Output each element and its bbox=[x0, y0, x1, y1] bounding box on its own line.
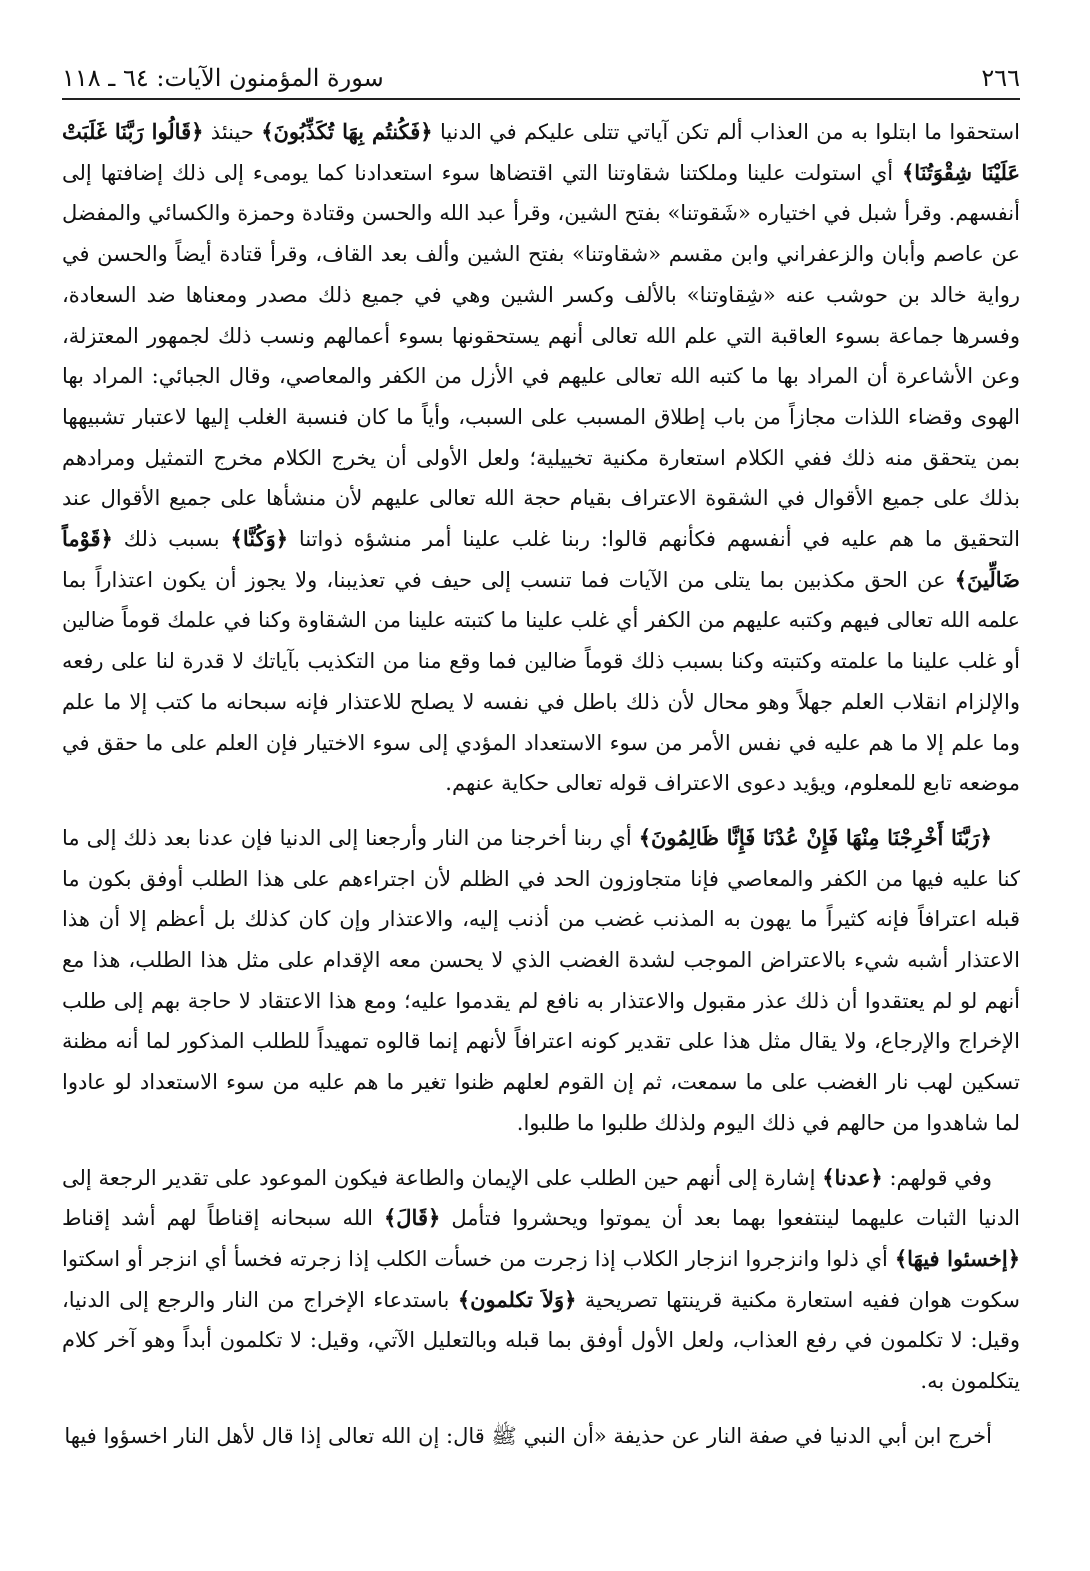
text-run: عن الحق مكذبين بما يتلى من الآيات فما تنسب إلى حيف في تعذيبنا، ولا يجوز أن يكون اعتذاراً بما علمه الله تعالى فيهم وكتبه عليهم من الكفر أي غلب علينا ما كتبته علينا من الشقاوة وكنا في علمك قوماً ضالين أو غلب علينا ما علمته وكتبته وكنا بسبب ذلك قوماً ضالين فما وقع منا من التكذيب بآياتك لا قدرة لنا على رفعه والإلزام انقلاب العلم جهلاً وهو محال لأن ذلك باطل في نفسه لا يصلح للاعتذار فإنه سبحانه ما كتب إلا ما علم وما علم إلا ما هم عليه في نفس الأمر من سوء الاستعداد المؤدي إلى سوء الاختيار فإن العلم على ما حقق في موضعه تابع للمعلوم، ويؤيد دعوى الاعتراف قوله تعالى حكاية عنهم. bbox=[62, 567, 1020, 796]
paragraph-4 bbox=[62, 1416, 1020, 1457]
text-run: وفي قولهم: bbox=[882, 1165, 992, 1190]
text-run: بسبب ذلك bbox=[112, 527, 231, 552]
page-header bbox=[62, 40, 1020, 100]
text-run: أخرج ابن أبي الدنيا في صفة النار عن حذيفة «أن النبي ﷺ قال: إن الله تعالى إذا قال لأهل النار اخسؤوا فيها bbox=[64, 1423, 992, 1448]
text-run: باستدعاء الإخراج من النار والرجع إلى الدنيا، وقيل: لا تكلمون في رفع العذاب، ولعل الأول أوفق بما قبله وبالتعليل الآتي، وقيل: لا تكلمون أبداً وهو آخر كلام يتكلمون به. bbox=[62, 1287, 1020, 1394]
quran-quote: ﴿فَكُنتُم بِهَا تُكَذِّبُونَ﴾ bbox=[261, 119, 433, 144]
running-title: سورة المؤمنون الآيات: ٦٤ ـ ١١٨ bbox=[62, 64, 384, 92]
quran-quote: ﴿رَبَّنَا أَخْرِجْنَا مِنْهَا فَإِنْ عُدْنَا فَإِنَّا ظَالِمُونَ﴾ bbox=[638, 824, 992, 850]
quran-quote: ﴿إخسئوا فيهَا﴾ bbox=[894, 1245, 1020, 1271]
paragraph-3 bbox=[62, 1158, 1020, 1402]
text-run: حينئذ bbox=[203, 120, 262, 144]
quran-quote: ﴿قَوْماً ضَالِّينَ﴾ bbox=[62, 526, 1020, 592]
quran-quote: ﴿وَكُنَّا﴾ bbox=[230, 526, 289, 552]
text-run: أي ذلوا وانزجروا انزجار الكلاب إذا زجرت من خسأت الكلب إذا زجرته فخسأ أي انزجر أو اسكتوا سكوت هوان ففيه استعارة مكنية قرينتها تصريحية bbox=[62, 1246, 1021, 1312]
text-run: أي استولت علينا وملكتنا شقاوتنا التي اقتضاها سوء استعدادنا كما يومىء إلى ذلك إضافتها إلى أنفسهم. وقرأ شبل في اختياره «شَقوتنا» بفتح الشين، وقرأ عبد الله والحسن وقتادة وحمزة والكسائي والمفضل عن عاصم وأبان والزعفراني وابن مقسم «شقاوتنا» بفتح الشين وألف بعد القاف، وقرأ قتادة أيضاً والحسن في رواية خالد بن حوشب عنه «شِقاوتنا» بالألف وكسر الشين وهي في جميع ذلك مصدر ومعناها ضد السعادة، وفسرها جماعة بسوء العاقبة التي علم الله تعالى أنهم يستحقونها بسوء أعمالهم ونسب ذلك لجمهور المعتزلة، وعن الأشاعرة أن المراد بها ما كتبه الله تعالى عليهم في الأزل من الكفر والمعاصي، وقال الجبائي: المراد بها الهوى وقضاء اللذات مجازاً من باب إطلاق المسبب على السبب، وأياً ما كان فنسبة الغلب إليها لاعتبار تشبيهها بمن يتحقق منه ذلك ففي الكلام استعارة مكنية تخييلية؛ ولعل الأولى أن يخرج الكلام مخرج التمثيل ومرادهم بذلك على جميع الأقوال في الشقوة الاعتراف بقيام حجة الله تعالى عليهم لأن منشأها على جميع الأقوال عند التحقيق ما هم عليه في أنفسهم فكأنهم قالوا: ربنا غلب علينا أمر منشؤه ذواتنا bbox=[62, 160, 1020, 552]
quran-quote: ﴿قَالَ﴾ bbox=[383, 1205, 441, 1231]
quran-quote: ﴿وَلاَ تكلمون﴾ bbox=[457, 1286, 577, 1312]
quran-quote: ﴿عدنا﴾ bbox=[822, 1164, 883, 1190]
text-run: استحقوا ما ابتلوا به من العذاب ألم تكن آياتي تتلى عليكم في الدنيا bbox=[432, 120, 1020, 144]
text-run: أي ربنا أخرجنا من النار وأرجعنا إلى الدنيا فإن عدنا بعد ذلك إلى ما كنا عليه فيها من الكفر والمعاصي فإنا متجاوزون الحد في الظلم لأن اجتراءهم على هذا الطلب أوفق بكون ما قبله اعترافاً فإنه كثيراً ما يهون به المذنب غضب من أذنب إليه، والاعتذار وإن كان كذلك بل أعظم إلا أن هذا الاعتذار أشبه شيء بالاعتراض الموجب لشدة الغضب الذي لا يحسن معه الإقدام على مثل هذا الطلب، هذا مع أنهم لو لم يعتقدوا أن ذلك عذر مقبول والاعتذار به نافع لم يقدموا عليه؛ ومع هذا الاعتقاد لا حاجة بهم إلى طلب الإخراج والإرجاع، ولا يقال مثل هذا على تقدير كونه اعترافاً لأنهم إنما قالوه تمهيداً للطلب المذكور لما أنه مظنة تسكين لهب نار الغضب على ما سمعت، ثم إن القوم لعلهم ظنوا تغير ما هم عليه من سوء الاستعداد لو عادوا لما شاهدوا من حالهم في ذلك اليوم ولذلك طلبوا ما طلبوا. bbox=[62, 825, 1020, 1135]
page-number: ٢٦٦ bbox=[981, 64, 1020, 92]
quran-quote: ﴿قَالُوا رَبَّنَا غَلَبَتْ عَلَيْنَا شِقْوَتُنَا﴾ bbox=[62, 119, 1020, 185]
paragraph-2 bbox=[62, 818, 1020, 1144]
book-page bbox=[62, 40, 1020, 1471]
paragraph-1 bbox=[62, 112, 1020, 804]
text-run: إشارة إلى أنهم حين الطلب على الإيمان والطاعة فيكون الموعود على تقدير الرجعة إلى الدنيا الثبات عليهما لينتفعوا بهما بعد أن يموتوا ويحشروا فتأمل bbox=[62, 1165, 1020, 1231]
text-run: الله سبحانه إقناطاً لهم أشد إقناط bbox=[62, 1206, 384, 1231]
page-body bbox=[62, 112, 1020, 1457]
